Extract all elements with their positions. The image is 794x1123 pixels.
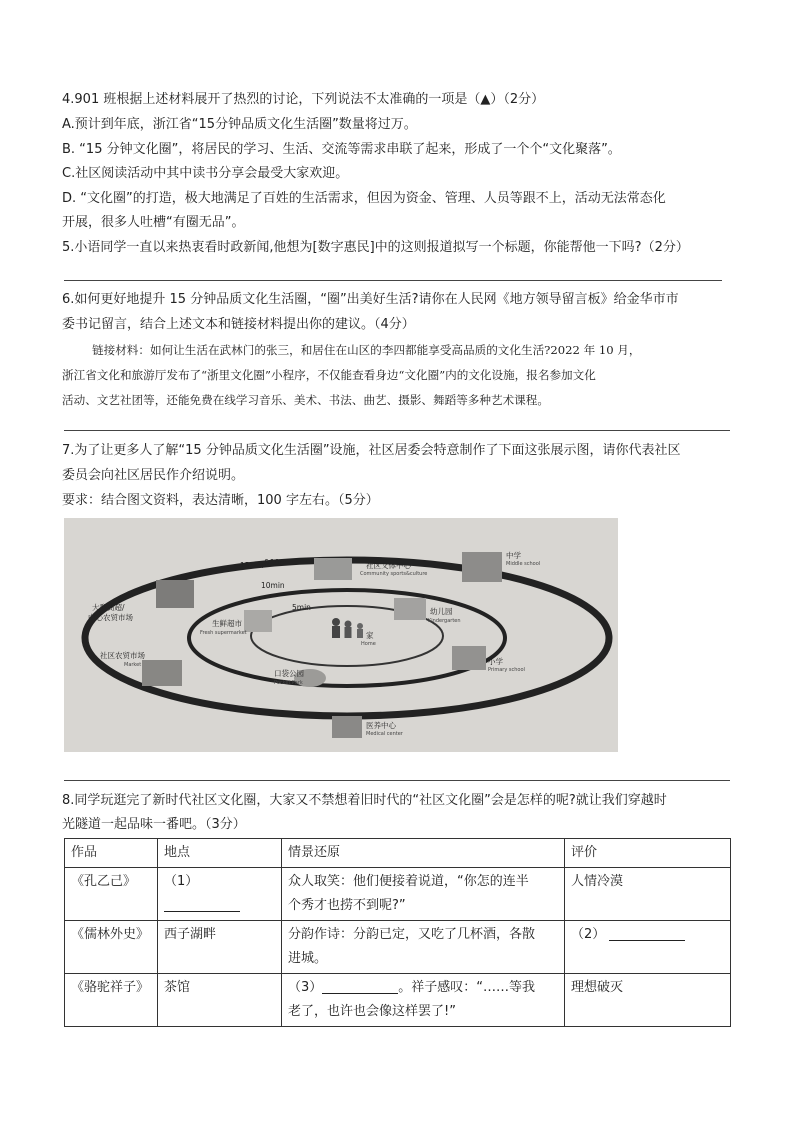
q6-link-line2: 浙江省文化和旅游厅发布了“浙里文化圈”小程序，不仅能查看身边“文化圈”内的文化设施，报名参加文化	[62, 368, 596, 382]
home-label: 家	[366, 631, 374, 640]
label-fresh-supermarket: 生鲜超市	[212, 619, 242, 628]
table-row	[65, 868, 731, 921]
row2-evaluation	[565, 921, 731, 974]
row2-place: 西子湖畔	[158, 921, 282, 974]
header-scene: 情景还原	[282, 839, 565, 868]
q4-option-d-line1: D. “文化圈”的打造，极大地满足了百姓的生活需求，但因为资金、管理、人员等跟不上，活动无法常态化	[62, 191, 666, 206]
shopping-mall-building-icon	[156, 580, 194, 608]
row3-scene-line1	[288, 976, 558, 1000]
row1-scene-line2: 个秀才也捞不到呢?”	[288, 898, 406, 913]
blank-2-label: （2）	[571, 927, 606, 942]
label-primary-school: 小学	[488, 657, 503, 666]
blank-1-label: （1）	[164, 874, 199, 889]
q6-stem-line2: 委书记留言，结合上述文本和链接材料提出你的建议。（4分）	[62, 317, 415, 332]
label-middle-school-en: Middle school	[506, 561, 541, 567]
row1-work: 《孔乙己》	[65, 868, 158, 921]
header-work: 作品	[65, 839, 158, 868]
row1-place	[158, 868, 282, 921]
q4-option-d-line2: 开展，很多人吐槽“有圈无品”。	[62, 215, 245, 230]
label-market: 社区农贸市场	[100, 651, 145, 660]
q6-answer-line	[64, 430, 730, 431]
q8-stem-line2: 光隧道一起品味一番吧。（3分）	[62, 817, 246, 832]
row2-scene	[282, 921, 565, 974]
kindergarten-building-icon	[394, 598, 426, 620]
medical-center-building-icon	[332, 716, 362, 738]
market-building-icon	[142, 660, 182, 686]
row3-place: 茶馆	[158, 974, 282, 1027]
header-evaluation: 评价	[565, 839, 731, 868]
q7-stem-line1: 7.为了让更多人了解“15 分钟品质文化生活圈”设施，社区居委会特意制作了下面这张展示图，请你代表社区	[62, 443, 681, 458]
fresh-supermarket-building-icon	[244, 610, 272, 632]
row2-scene-line1: 分韵作诗：分韵已定，又吃了几杯酒，各散	[288, 927, 536, 942]
label-medical-center: 医养中心	[366, 721, 396, 730]
q7-stem-line2: 委员会向社区居民作介绍说明。	[62, 468, 245, 483]
q6-stem-line1: 6.如何更好地提升 15 分钟品质文化生活圈，“圈”出美好生活?请你在人民网《地方领导留言板》给金华市市	[62, 292, 679, 307]
label-sports-center-en: Community sports&culture	[360, 571, 428, 577]
row2-work: 《儒林外史》	[65, 921, 158, 974]
home-people-icon	[332, 618, 363, 638]
row1-scene-line1: 众人取笑：他们便接着说道，“你怎的连半	[288, 874, 529, 889]
label-pocket-park-en: Pocket Park	[274, 680, 303, 686]
culture-circle-diagram	[64, 518, 618, 752]
label-sports-center: 社区文体中心	[366, 561, 411, 570]
label-mall-line2: 中心农贸市场	[88, 613, 133, 622]
row3-scene-quote: 。祥子感叹：“……等我	[398, 980, 536, 995]
q7-answer-line	[64, 780, 730, 781]
answer-blank-2[interactable]	[609, 926, 685, 941]
ring-label-15min: 15min	[240, 561, 264, 570]
q8-stem-line1: 8.同学玩逛完了新时代社区文化圈，大家又不禁想着旧时代的“社区文化圈”会是怎样的呢?就让我们穿越时	[62, 793, 667, 808]
label-market-en: Market	[124, 662, 142, 668]
q5-stem: 5.小语同学一直以来热衷看时政新闻,他想为[数字惠民]中的这则报道拟写一个标题，你能帮他一下吗?（2分）	[62, 240, 689, 255]
q6-link-line3: 活动、文艺社团等，还能免费在线学习音乐、美术、书法、曲艺、摄影、舞蹈等多种艺术课程。	[62, 393, 549, 407]
table-row	[65, 921, 731, 974]
q6-link-line1: 链接材料：如何让生活在武林门的张三，和居住在山区的李四都能享受高品质的文化生活?2022 年 10 月，	[92, 343, 641, 357]
middle-school-building-icon	[462, 552, 502, 582]
row1-scene	[282, 868, 565, 921]
table-header-row	[65, 839, 731, 868]
row1-evaluation: 人情冷漠	[565, 868, 731, 921]
answer-blank-3[interactable]	[322, 979, 398, 994]
q4-option-b: B. “15 分钟文化圈”，将居民的学习、生活、交流等需求串联了起来，形成了一个个“文化聚落”。	[62, 142, 621, 157]
label-mall-line1: 大型商超/	[92, 603, 125, 612]
label-kindergarten: 幼儿园	[430, 607, 453, 616]
row3-scene-line2: 老了，也许也会像这样罢了!”	[288, 1004, 456, 1019]
row3-work: 《骆驼祥子》	[65, 974, 158, 1027]
sports-center-building-icon	[314, 558, 352, 580]
label-pocket-park: 口袋公园	[274, 669, 304, 678]
label-middle-school: 中学	[506, 551, 521, 560]
q4-option-c: C.社区阅读活动中其中读书分享会最受大家欢迎。	[62, 166, 349, 181]
q4-option-a: A.预计到年底，浙江省“15分钟品质文化生活圈”数量将过万。	[62, 117, 417, 132]
row3-evaluation: 理想破灭	[565, 974, 731, 1027]
culture-circle-figure	[64, 518, 618, 752]
answer-blank-1[interactable]	[164, 897, 240, 912]
ring-label-10min: 10min	[261, 581, 285, 590]
label-kindergarten-en: Kindergarten	[428, 618, 461, 624]
label-fresh-supermarket-en: Fresh supermarket	[200, 630, 247, 636]
q4-stem: 4.901 班根据上述材料展开了热烈的讨论，下列说法不太准确的一项是（▲）（2分）	[62, 92, 545, 107]
row2-scene-line2: 进城。	[288, 951, 328, 966]
table-row	[65, 974, 731, 1027]
row3-scene	[282, 974, 565, 1027]
q7-requirement: 要求：结合图文资料，表达清晰，100 字左右。（5分）	[62, 493, 379, 508]
ring-label-amp: &10min	[264, 558, 294, 567]
q5-answer-line	[64, 280, 722, 281]
label-medical-center-en: Medical center	[366, 731, 403, 737]
label-primary-school-en: Primary school	[488, 667, 525, 673]
q8-table	[64, 838, 731, 1027]
primary-school-building-icon	[452, 646, 486, 670]
home-label-en: Home	[361, 641, 376, 647]
header-place: 地点	[158, 839, 282, 868]
ring-label-5min: 5min	[292, 603, 311, 612]
blank-3-label: （3）	[288, 980, 323, 995]
